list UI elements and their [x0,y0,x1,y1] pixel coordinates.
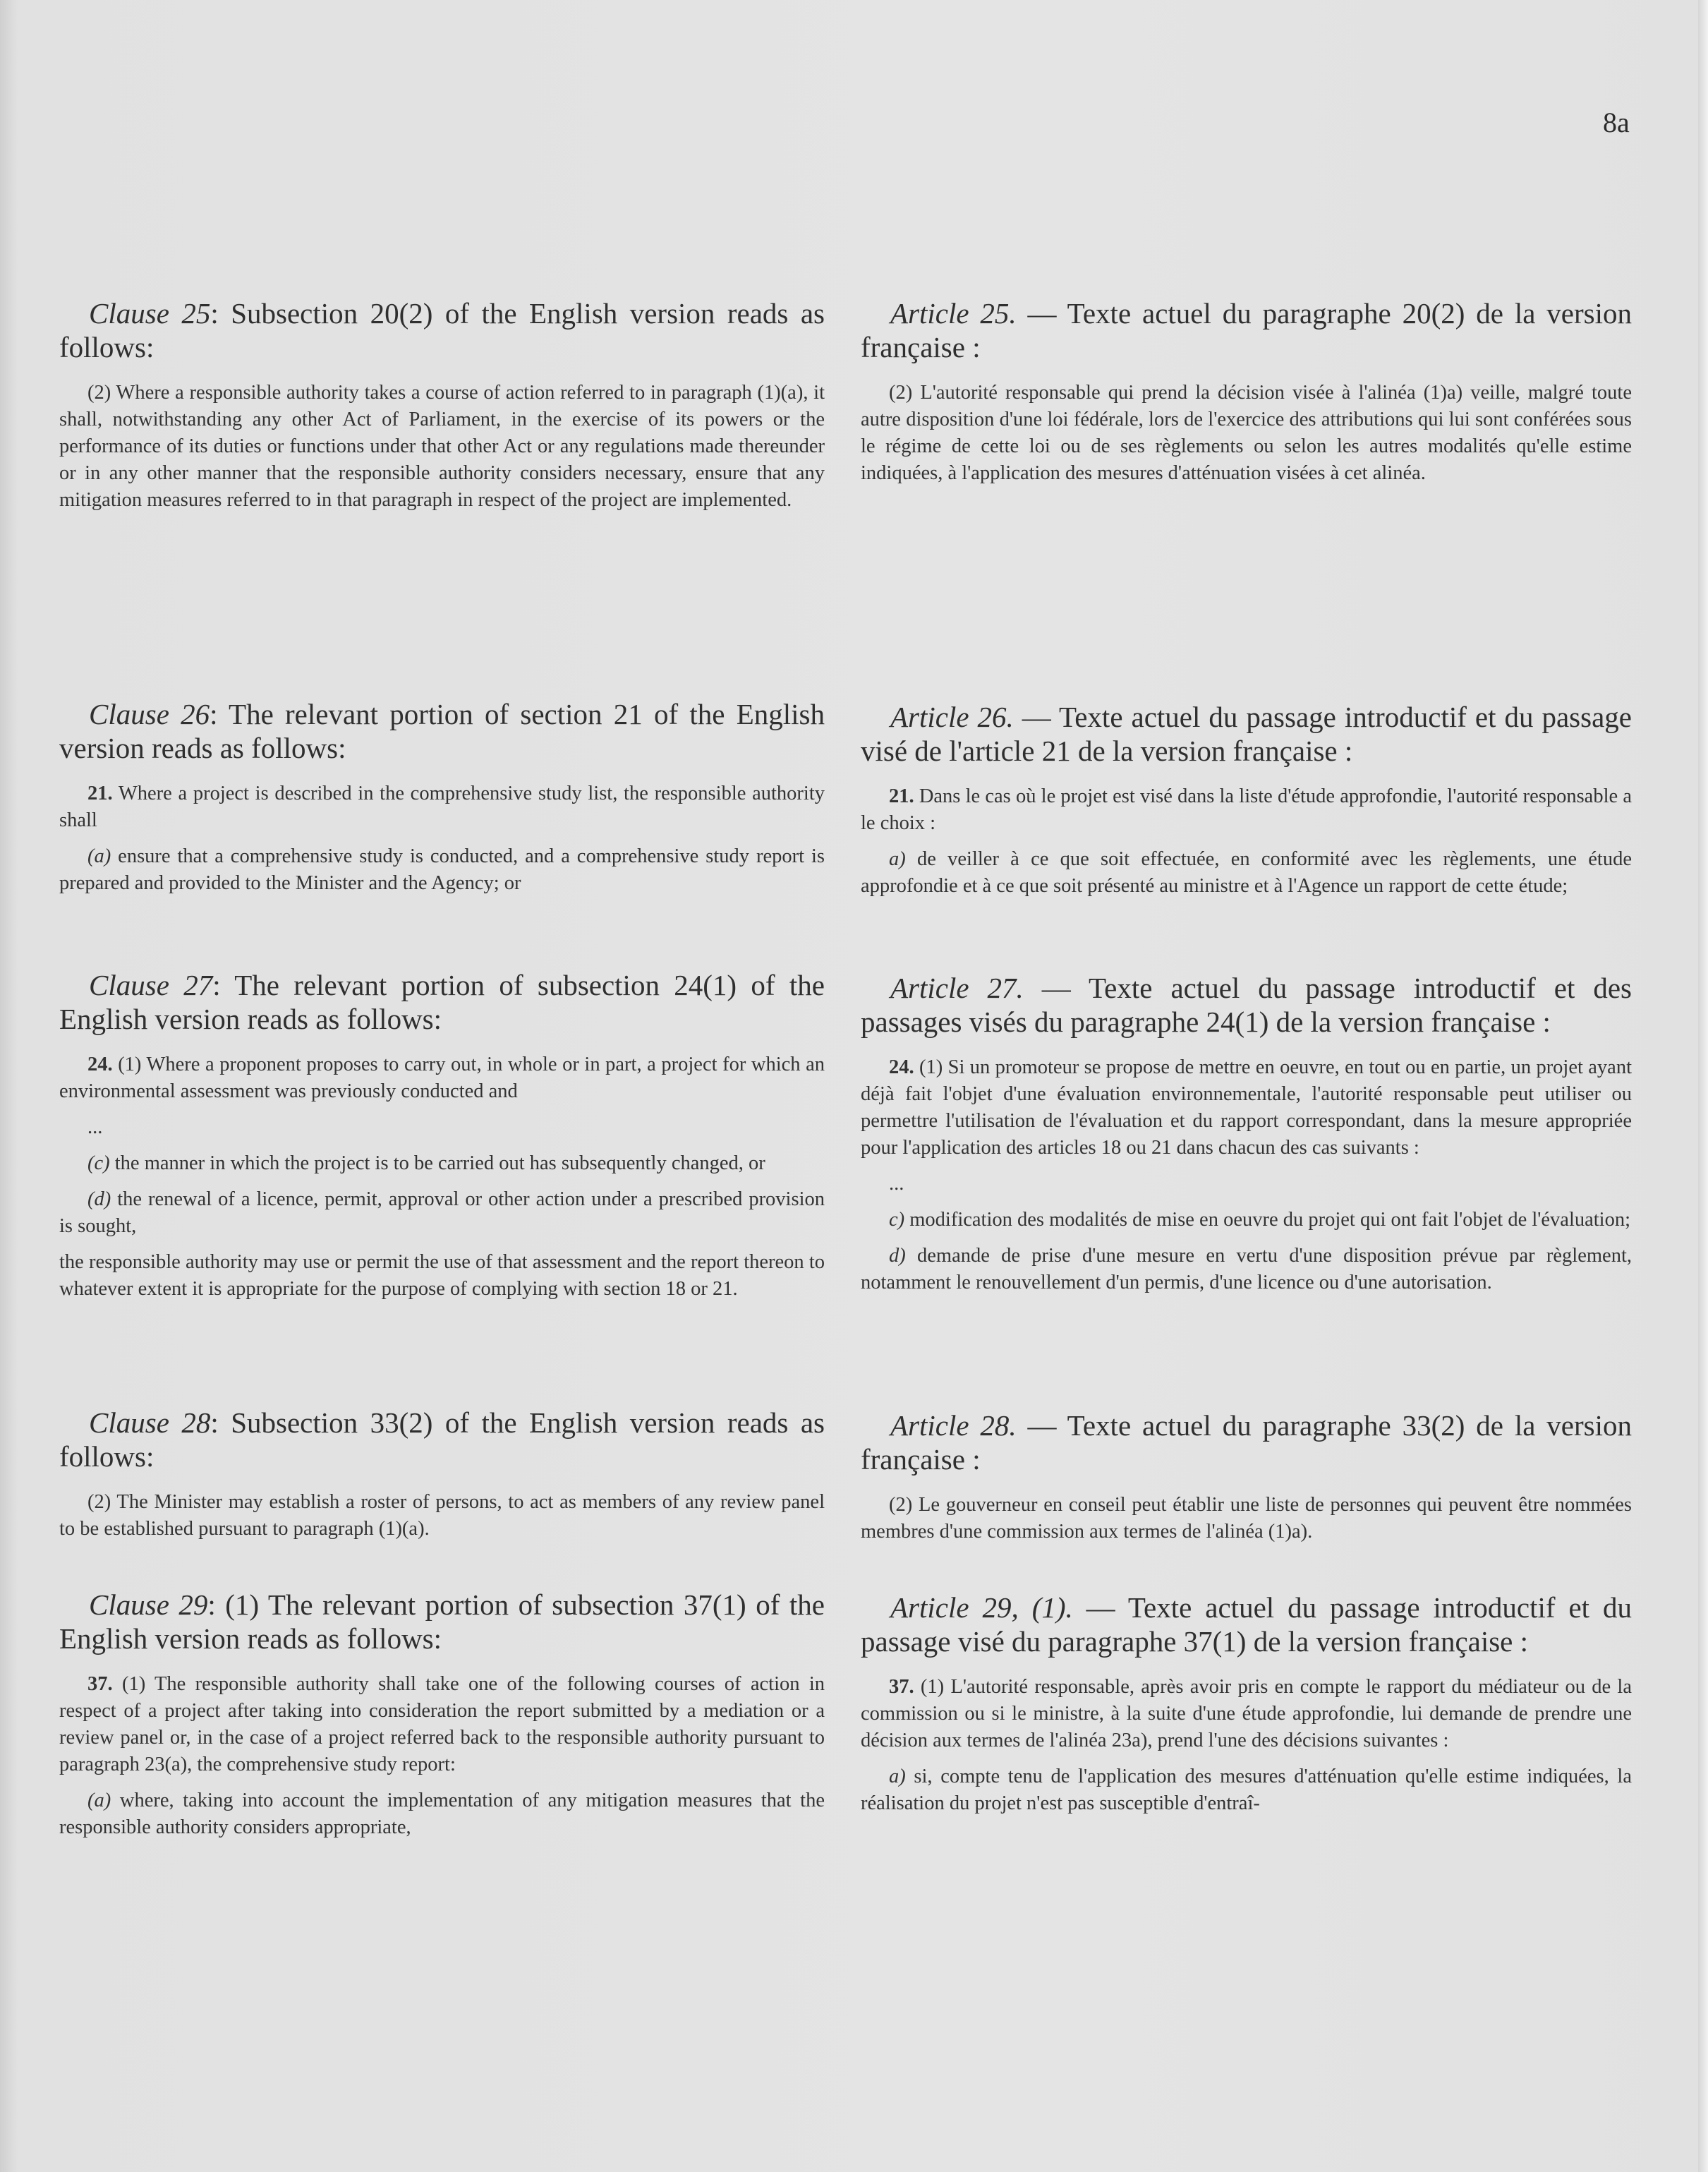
page-number: 8a [1603,107,1630,138]
clause-heading: Clause 25: Subsection 20(2) of the English version reads as follows: [59,297,825,363]
clause-26 [59,697,825,906]
clause-body: 37. (1) The responsible authority shall take one of the following courses of action in respect of a project after taking into consideration the report submitted by a mediation or a review panel or, in the case of a project referred back to the responsible authority pursuant to paragraph 23(a), the comprehensive study report: (a) where, taking into account the implementation of any mitigation measures that the responsible authority considers appropriate, [59,1673,825,1838]
clause-body: (2) The Minister may establish a roster of persons, to act as members of any review panel to be established pursuant to paragraph (1)(a). [59,1491,825,1540]
article-heading: Article 28. — Texte actuel du paragraphe 33(2) de la version française : [861,1409,1632,1476]
article-heading: Article 29, (1). — Texte actuel du passage introductif et du passage visé du paragraphe 37(1) de la version française : [861,1591,1632,1658]
clause-heading: Clause 28: Subsection 33(2) of the English version reads as follows: [59,1406,825,1473]
article-body: 24. (1) Si un promoteur se propose de mettre en oeuvre, en tout ou en partie, un projet ayant déjà fait l'objet d'une évaluation environnementale, l'autorité responsable peut utiliser ou permettre l'utilisation de l'évaluation et du rapport correspondant, dans la mesure appropriée pour l'application des articles 18 ou 21 dans chacun des cas suivants : ... c) modification des modalités de mise en oeuvre du projet qui ont fait l'objet de l'évaluation; d) demande de prise d'une mesure en vertu d'une disposition prévue par règlement, notamment le renouvellement d'un permis, d'une licence ou d'une autorisation. [861,1056,1632,1293]
article-heading: Article 25. — Texte actuel du paragraphe 20(2) de la version française : [861,297,1632,363]
article-body: 21. Dans le cas où le projet est visé dans la liste d'étude approfondie, l'autorité responsable a le choix : a) de veiller à ce que soit effectuée, en conformité avec les règlements, une étude approfondie et à ce que soit présenté au ministre et à l'Agence un rapport de cette étude; [861,785,1632,897]
article-body: 37. (1) L'autorité responsable, après avoir pris en compte le rapport du médiateur ou de la commission ou si le ministre, à la suite d'une étude approfondie, lui demande de prendre une décision aux termes de l'alinéa 23a), prend l'une des décisions suivantes : a) si, compte tenu de l'application des mesures d'atténuation qu'elle estime indiquées, la réalisation du projet n'est pas susceptible d'entraî- [861,1676,1632,1814]
page-edge [1698,0,1708,2172]
clause-28 [59,1406,825,1552]
article-27 [861,971,1632,1305]
article-body: (2) L'autorité responsable qui prend la décision visée à l'alinéa (1)a) veille, malgré toute autre disposition d'une loi fédérale, lors de l'exercice des attributions qui lui sont conférées sous le régime de cette loi ou de ses règlements ou selon les autres modalités qu'elle estime indiquées, à l'application des mesures d'atténuation visées à cet alinéa. [861,382,1632,484]
clause-25 [59,296,825,523]
article-26 [861,700,1632,909]
clause-heading: Clause 27: The relevant portion of subsection 24(1) of the English version reads as follows: [59,969,825,1035]
clause-body: 24. (1) Where a proponent proposes to carry out, in whole or in part, a project for which an environmental assessment was previously conducted and ... (c) the manner in which the project is to be carried out has subsequently changed, or (d) the renewal of a licence, permit, approval or other action under a prescribed provision is sought, the responsible authority may use or permit the use of that assessment and the report thereon to whatever extent it is appropriate for the purpose of complying with section 18 or 21. [59,1054,825,1300]
clause-body: (2) Where a responsible authority takes a course of action referred to in paragraph (1)(a), it shall, notwithstanding any other Act of Parliament, in the exercise of its powers or the performance of its duties or functions under that other Act or any regulations made thereunder or in any other manner that the responsible authority considers necessary, ensure that any mitigation measures referred to in that paragraph in respect of the project are implemented. [59,382,825,511]
article-25 [861,296,1632,496]
article-body: (2) Le gouverneur en conseil peut établir une liste de personnes qui peuvent être nommées membres d'une commission aux termes de l'alinéa (1)a). [861,1494,1632,1543]
clause-heading: Clause 29: (1) The relevant portion of subsection 37(1) of the English version reads as follows: [59,1588,825,1655]
article-heading: Article 27. — Texte actuel du passage introductif et des passages visés du paragraphe 24(1) de la version française : [861,972,1632,1038]
clause-27 [59,968,825,1312]
clause-29 [59,1588,825,1850]
article-28 [861,1408,1632,1555]
article-29 [861,1591,1632,1826]
article-heading: Article 26. — Texte actuel du passage introductif et du passage visé de l'article 21 de la version française : [861,701,1632,767]
clause-body: 21. Where a project is described in the comprehensive study list, the responsible authority shall (a) ensure that a comprehensive study is conducted, and a comprehensive study report is prepared and provided to the Minister and the Agency; or [59,783,825,894]
clause-heading: Clause 26: The relevant portion of section 21 of the English version reads as follows: [59,698,825,764]
